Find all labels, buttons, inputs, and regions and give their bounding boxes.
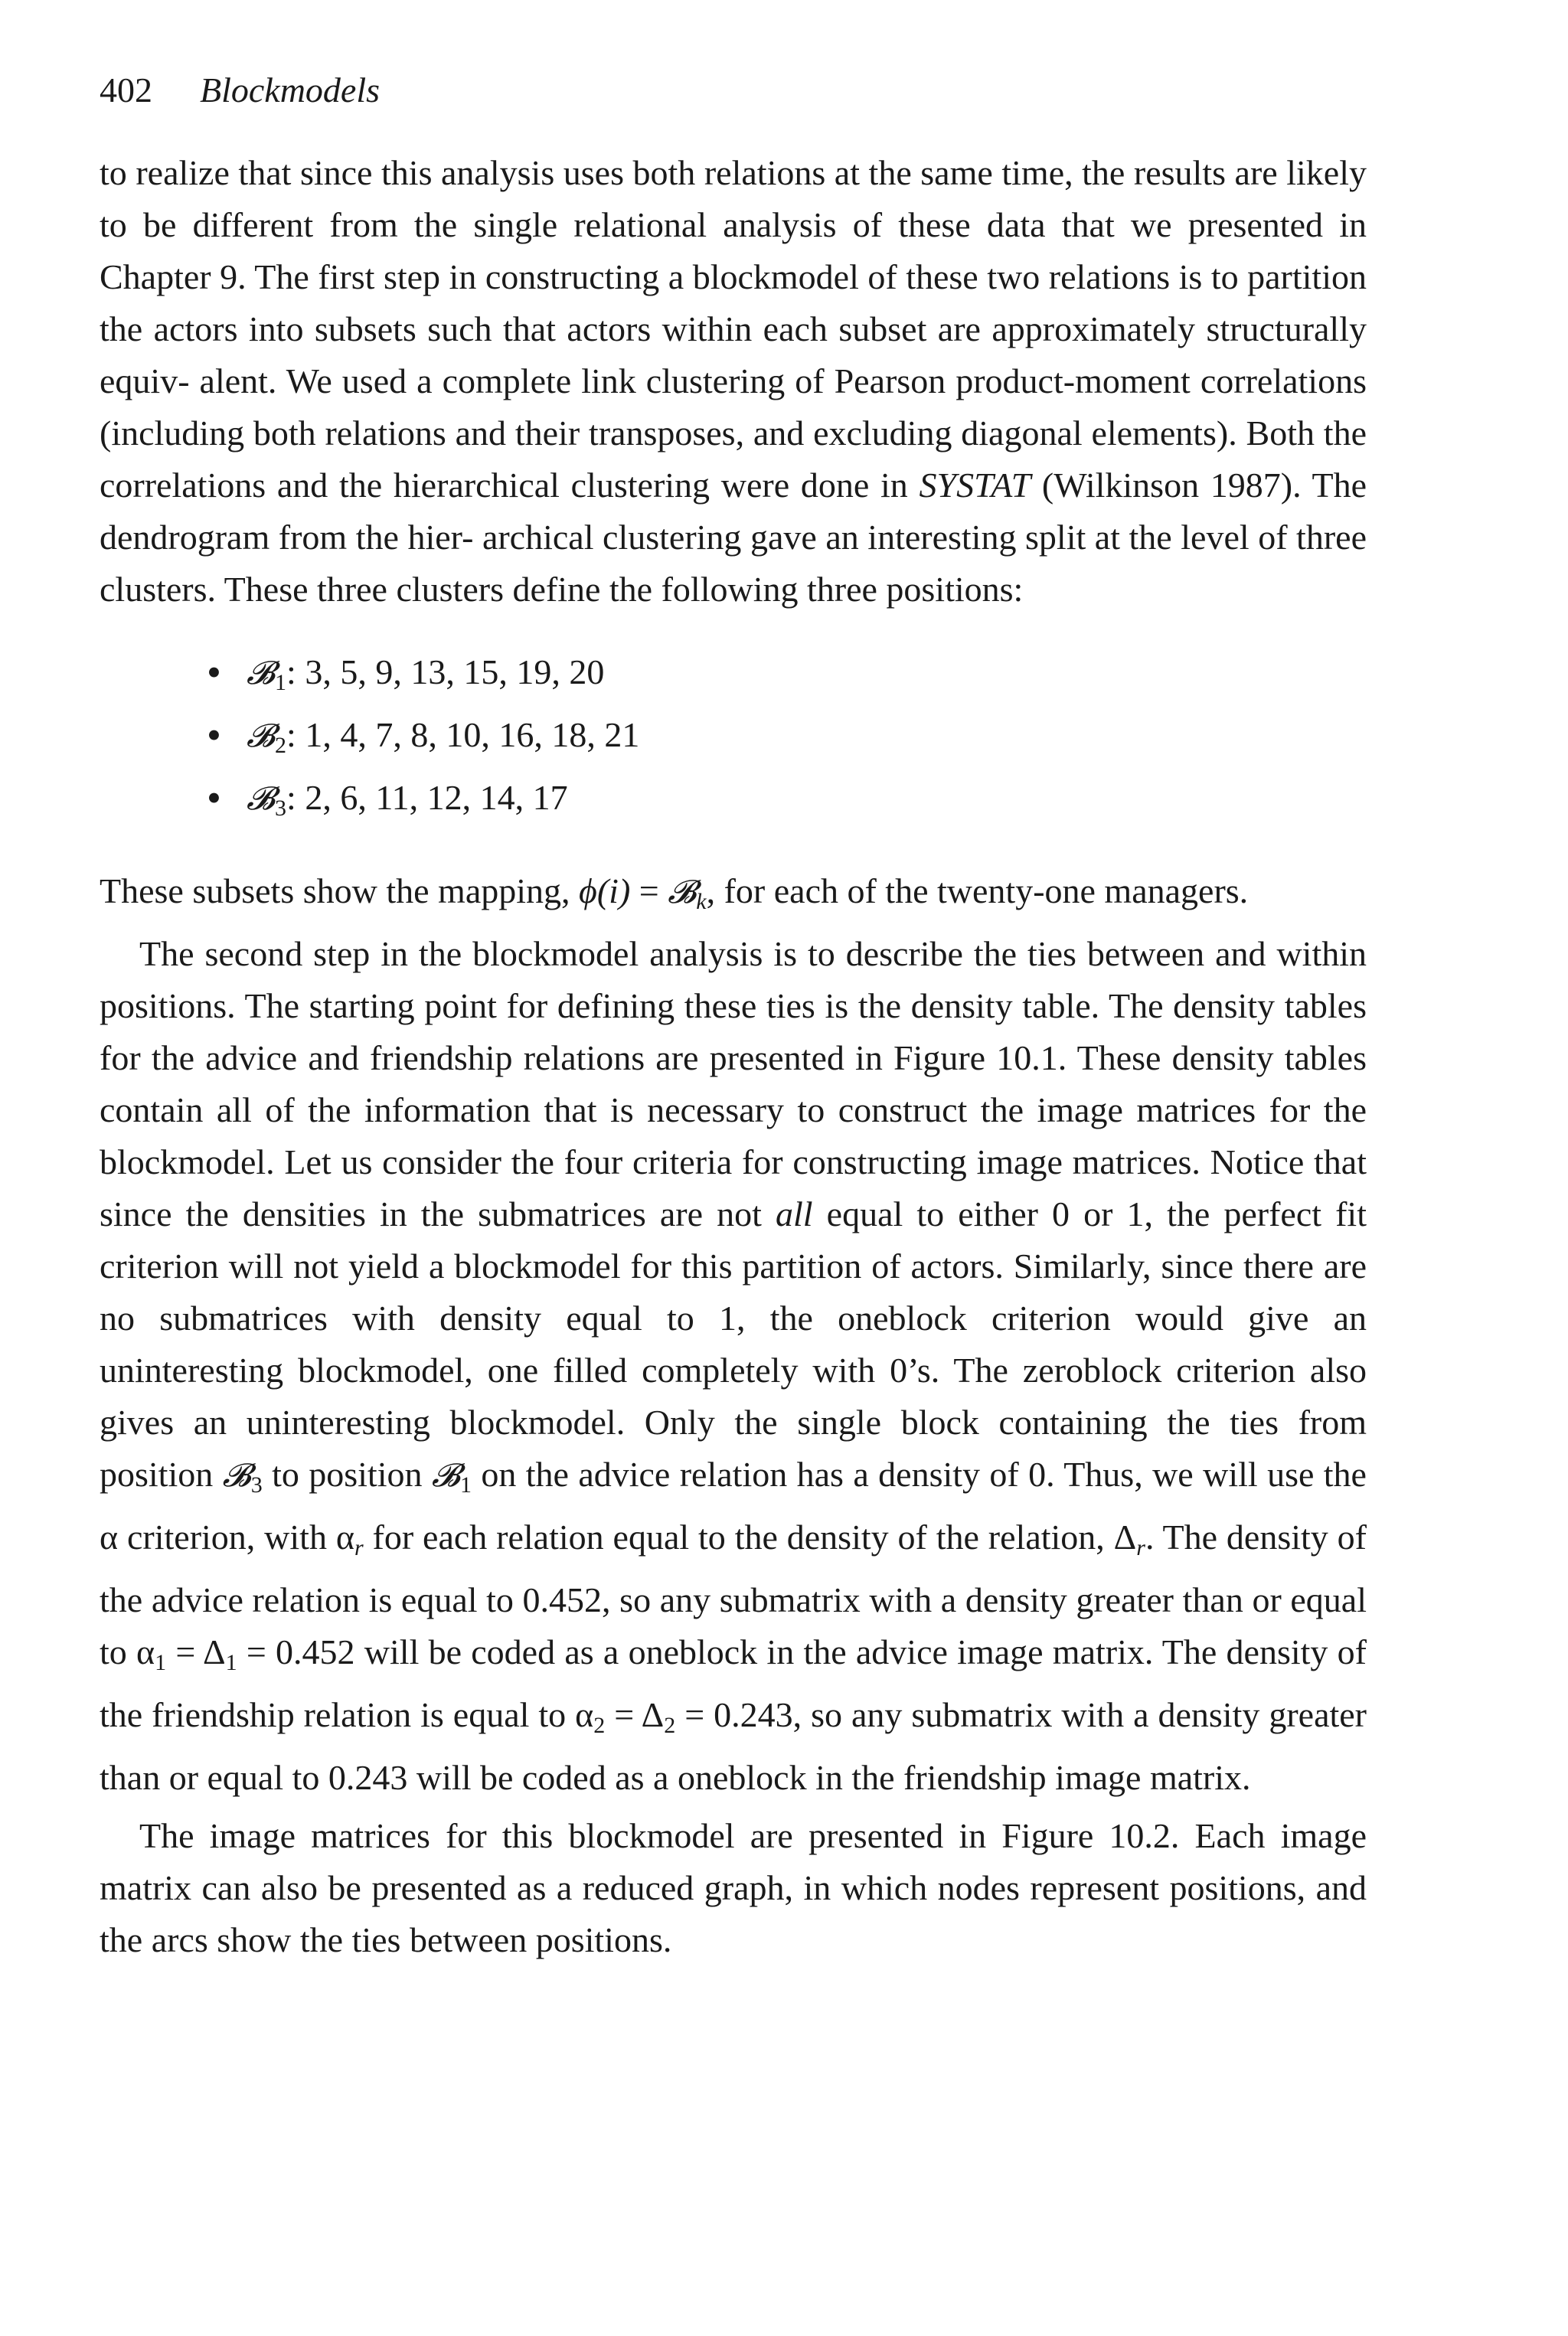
paragraph-text: The second step in the blockmodel analysis is to describe the ties between and within positions. The starting point for defining these ties is the density table. The density tables for the advice and friendship relations are presented in Figure 10.1. These density tables contain all of the information that is necessary to construct the image matrices for the blockmodel. Let us consider the four criteria for constructing image matrices. Notice that since the densities in the submatrices are not bbox=[100, 934, 1367, 1233]
position-symbol: 𝓑 bbox=[247, 717, 276, 754]
software-name: SYSTAT bbox=[919, 466, 1031, 505]
position-symbol: 𝓑 bbox=[668, 873, 697, 910]
paragraph-continuation bbox=[100, 147, 1367, 616]
subscript: 2 bbox=[593, 1713, 606, 1738]
position-symbol: 𝓑 bbox=[247, 779, 276, 817]
paragraph-text: = Δ bbox=[605, 1695, 665, 1734]
paragraph-text: = 0.452 will be coded as a oneblock in the advice image matrix. The density of the friendship relation is equal to α bbox=[100, 1632, 1367, 1734]
position-symbol: 𝓑 bbox=[431, 1456, 460, 1494]
paragraph-text: (Wilkinson 1987). The dendrogram from the hier- archical clustering gave an interesting split at the level of three clusters. These three clusters define the following three positions: bbox=[100, 466, 1367, 609]
position-item bbox=[207, 772, 1367, 835]
paragraph-text: = 0.243, so any submatrix with a density greater than or equal to 0.243 will be coded as a oneblock in the friendship image matrix. bbox=[100, 1695, 1367, 1797]
mapping-paragraph bbox=[100, 865, 1367, 928]
subscript: 2 bbox=[664, 1713, 676, 1738]
position-index: 3 bbox=[250, 1472, 263, 1498]
paragraph-text: These subsets show the mapping, bbox=[100, 871, 580, 910]
paragraph-text: , for each of the twenty-one managers. bbox=[706, 871, 1249, 910]
paragraph-text: = Δ bbox=[166, 1632, 226, 1671]
subscript: 1 bbox=[225, 1650, 237, 1675]
paragraph: The image matrices for this blockmodel are presented in Figure 10.2. Each image matrix can also be presented as a reduced graph, in which nodes represent positions, and the arcs show the ties between positions. bbox=[100, 1816, 1367, 1959]
paragraph-text: equal to either 0 or 1, the perfect fit criterion will not yield a blockmodel for this partition of actors. Similarly, since there are no submatrices with density equal to 1, the oneblock criterion would give an uninteresting blockmodel, one filled completely with 0’s. The zeroblock criterion also gives an uninteresting blockmodel. Only the single block containing the ties from position bbox=[100, 1194, 1367, 1494]
paragraph bbox=[100, 928, 1367, 1804]
subscript: r bbox=[1136, 1535, 1145, 1560]
position-index: 1 bbox=[275, 670, 287, 695]
paragraph-text: for each relation equal to the density of the relation, Δ bbox=[363, 1518, 1137, 1557]
position-item bbox=[207, 709, 1367, 772]
paragraph-text: . The density of the advice relation is equal to 0.452, so any submatrix with a density greater than or equal to α bbox=[100, 1518, 1367, 1671]
paragraph-text: = bbox=[630, 871, 668, 910]
paragraph-text: to realize that since this analysis uses both relations at the same time, the results are likely to be different from the single relational analysis of these data that we presented in Chapter 9. The first step in constructing a blockmodel of these two relations is to partition the actors into subsets such that actors within each subset are approximately structurally equiv- alent. We used a complete link clustering of Pearson product-moment correlations (including both relations and their transposes, and excluding diagonal elements). Both the correlations and the hierarchical clustering were done in bbox=[100, 153, 1367, 505]
position-item bbox=[207, 646, 1367, 709]
position-index: 3 bbox=[275, 796, 287, 821]
chapter-title: Blockmodels bbox=[200, 70, 381, 109]
phi-function: ϕ(i) bbox=[579, 871, 631, 910]
position-symbol: 𝓑 bbox=[247, 654, 276, 691]
body-text bbox=[100, 147, 1367, 1966]
page-number: 402 bbox=[100, 70, 152, 109]
positions-list bbox=[100, 646, 1367, 835]
position-members: : 3, 5, 9, 13, 15, 19, 20 bbox=[286, 652, 605, 691]
position-index: 2 bbox=[275, 733, 287, 758]
subscript: r bbox=[354, 1535, 364, 1560]
running-head bbox=[100, 67, 380, 113]
position-index: 1 bbox=[459, 1472, 472, 1498]
position-members: : 1, 4, 7, 8, 10, 16, 18, 21 bbox=[286, 715, 640, 754]
position-symbol: 𝓑 bbox=[222, 1456, 251, 1494]
position-index: k bbox=[696, 889, 707, 914]
emphasis: all bbox=[776, 1194, 813, 1233]
paragraph-text: to position bbox=[262, 1455, 432, 1494]
subscript: 1 bbox=[155, 1650, 167, 1675]
position-members: : 2, 6, 11, 12, 14, 17 bbox=[286, 778, 568, 817]
paragraph-text: on the advice relation has a density of 0. Thus, we will use the α criterion, with α bbox=[100, 1455, 1367, 1557]
